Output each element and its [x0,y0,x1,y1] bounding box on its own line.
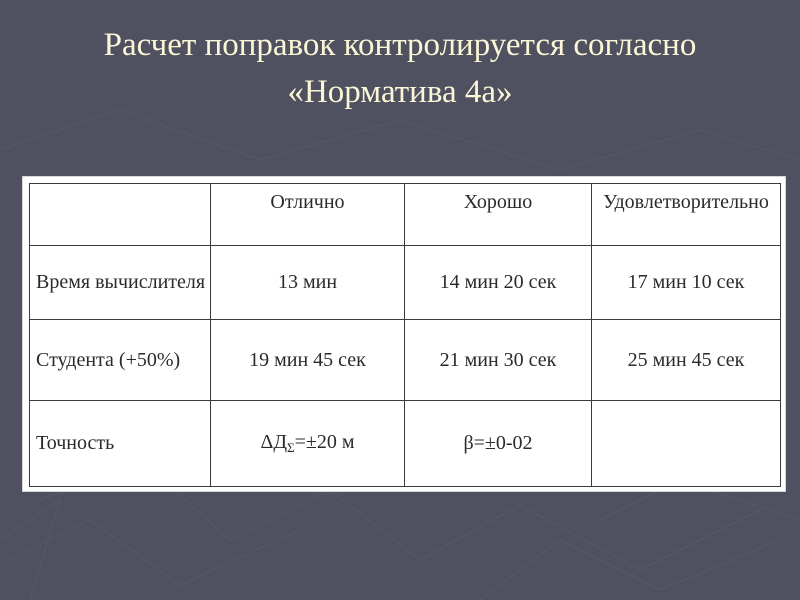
table-cell: 25 мин 45 сек [592,320,781,401]
norm-table [29,183,781,487]
row-label-accuracy: Точность [30,401,211,487]
table-cell: β=±0-02 [405,401,592,487]
slide-title-line-2: «Норматива 4а» [287,74,513,110]
slide-title-line-1: Расчет поправок контролируется согласно [103,27,697,63]
table-cell: 17 мин 10 сек [592,246,781,320]
table-row [30,246,781,320]
table-header-empty [30,184,211,246]
table-cell: 19 мин 45 сек [211,320,405,401]
table-cell: 14 мин 20 сек [405,246,592,320]
accuracy-sigma-subscript: Σ [287,440,295,455]
table-row [30,401,781,487]
table-cell-empty [592,401,781,487]
accuracy-delta-d: ΔД [260,431,287,453]
accuracy-value: =±20 м [294,431,355,453]
slide-title [0,22,800,116]
table-row [30,320,781,401]
row-label-student: Студента (+50%) [30,320,211,401]
row-label-computer-time: Время вычислителя [30,246,211,320]
table-frame [22,176,786,492]
table-cell-accuracy-excellent [211,401,405,487]
table-header-row [30,184,781,246]
table-header-good: Хорошо [405,184,592,246]
table-header-satisfactory: Удовлетворительно [592,184,781,246]
table-cell: 13 мин [211,246,405,320]
table-cell: 21 мин 30 сек [405,320,592,401]
table-header-excellent: Отлично [211,184,405,246]
